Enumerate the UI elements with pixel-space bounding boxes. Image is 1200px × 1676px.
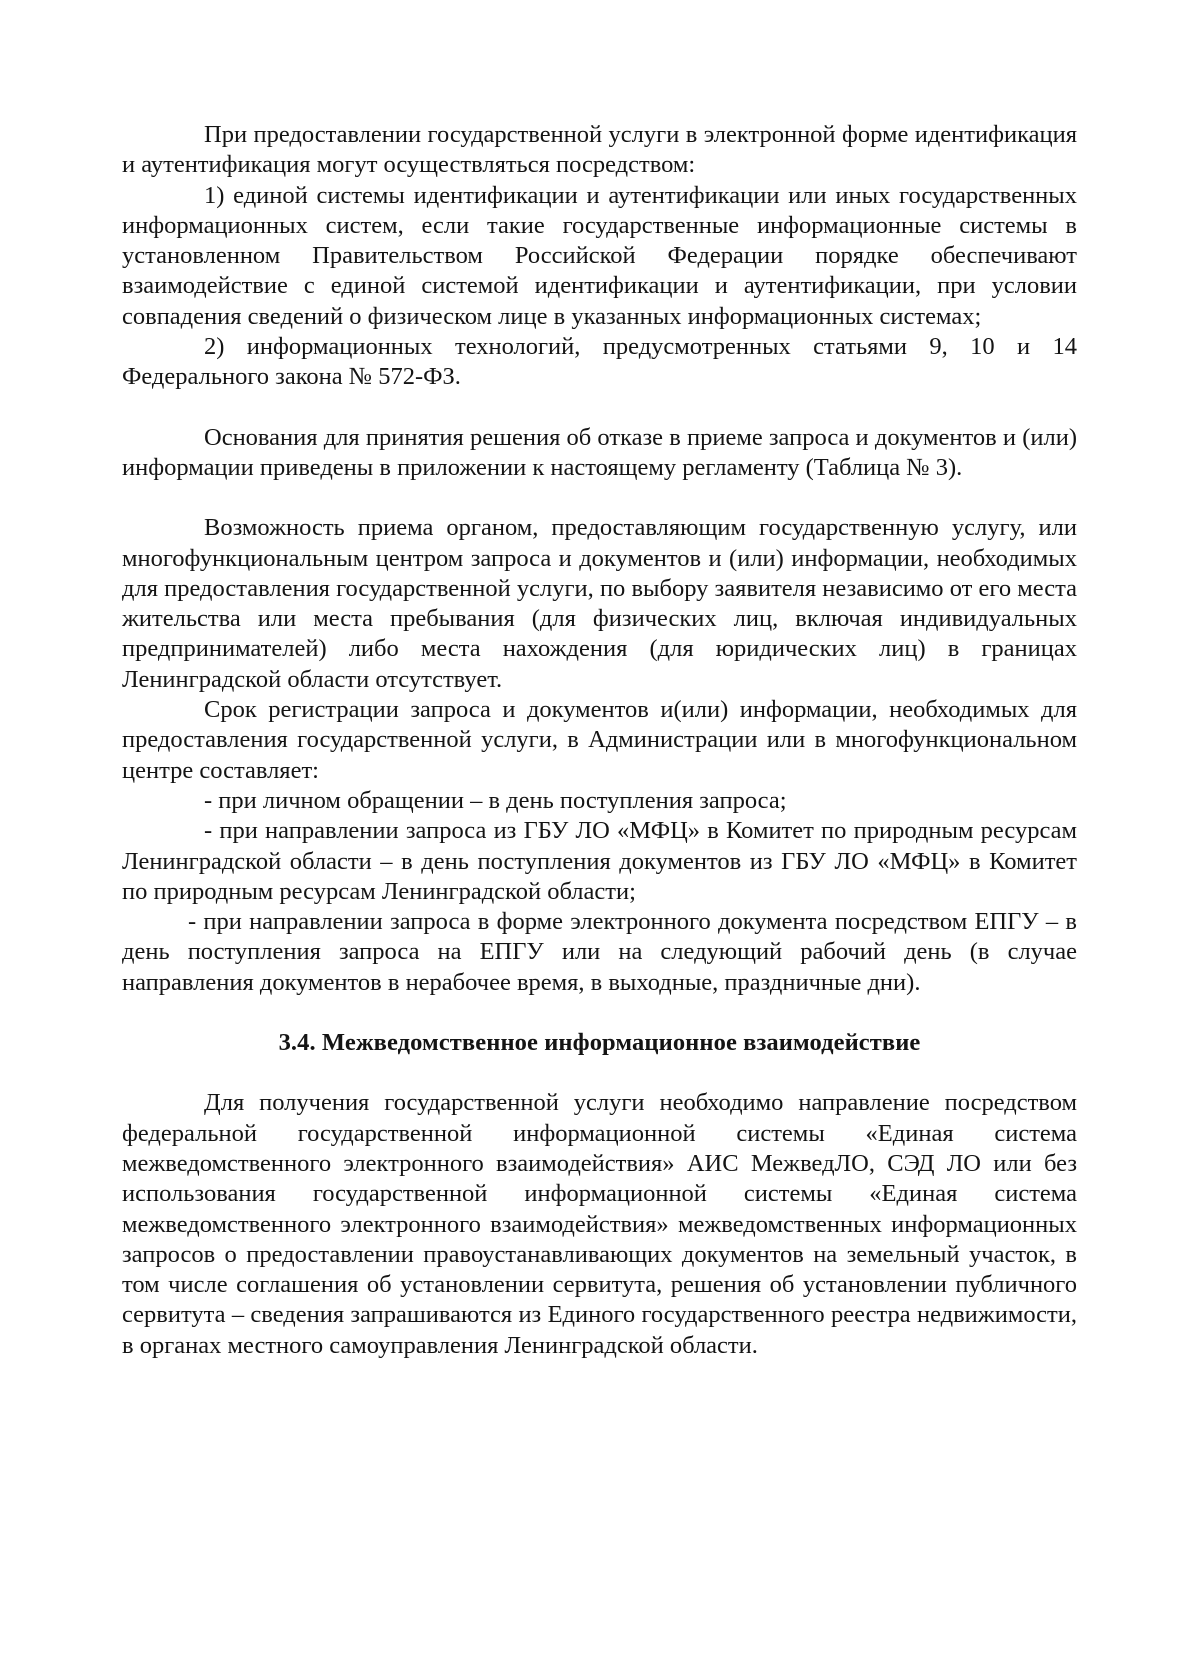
paragraph-interagency-interaction: Для получения государственной услуги необходимо направление посредством федеральной государственной информационной системы «Единая система межведомственного электронного взаимодействия» АИС МежведЛО, СЭД ЛО или без использования государственной информационной системы «Единая система межведомственного электронного взаимодействия» межведомственных информационных запросов о предоставлении правоустанавливающих документов на земельный участок, в том числе соглашения об установлении сервитута, решения об установлении публичного сервитута – сведения запрашиваются из Единого государственного реестра недвижимости, в органах местного самоуправления Ленинградской области. — [122, 1089, 1077, 1359]
paragraph-identification-intro: При предоставлении государственной услуги в электронной форме идентификация и аутентификация могут осуществляться посредством: — [122, 121, 1077, 179]
paragraph-refusal-grounds: Основания для принятия решения об отказе в приеме запроса и документов и (или) информации приведены в приложении к настоящему регламенту (Таблица № 3). — [122, 423, 1077, 481]
section-heading: 3.4. Межведомственное информационное взаимодействие — [278, 1029, 921, 1057]
paragraph-extraterritorial-acceptance: Возможность приема органом, предоставляющим государственную услугу, или многофункциональным центром запроса и документов и (или) информации, необходимых для предоставления государственной услуги, по выбору заявителя независимо от его места жительства или места пребывания (для физических лиц, включая индивидуальных предпринимателей) либо места нахождения (для юридических лиц) в границах Ленинградской области отсутствует. — [122, 514, 1077, 693]
list-item-information-technologies: 2) информационных технологий, предусмотренных статьями 9, 10 и 14 Федерального закона № 572-ФЗ. — [122, 333, 1077, 391]
document-page — [122, 120, 1077, 1361]
list-item-personal-appeal: - при личном обращении – в день поступления запроса; — [204, 786, 787, 814]
list-item-unified-identification-system: 1) единой системы идентификации и аутентификации или иных государственных информационных систем, если такие государственные информационные системы в установленном Правительством Российской Федерации порядке обеспечивают взаимодействие с единой системой идентификации и аутентификации, при условии совпадения сведений о физическом лице в указанных информационных системах; — [122, 181, 1077, 330]
paragraph-registration-term: Срок регистрации запроса и документов и(или) информации, необходимых для предоставления государственной услуги, в Администрации или в многофункциональном центре составляет: — [122, 696, 1077, 784]
list-item-mfc-request: - при направлении запроса из ГБУ ЛО «МФЦ» в Комитет по природным ресурсам Ленинградской области – в день поступления документов из ГБУ ЛО «МФЦ» в Комитет по природным ресурсам Ленинградской области; — [122, 817, 1077, 905]
list-item-epgu-request: - при направлении запроса в форме электронного документа посредством ЕПГУ – в день поступления запроса на ЕПГУ или на следующий рабочий день (в случае направления документов в нерабочее время, в выходные, праздничные дни). — [122, 908, 1077, 996]
